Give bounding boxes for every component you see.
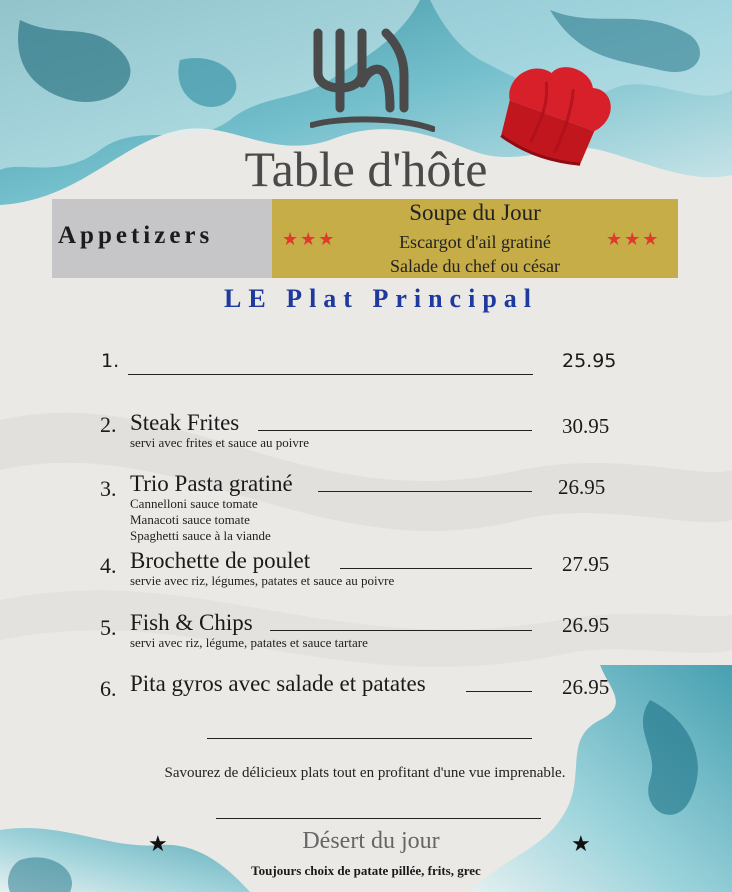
item-leader-line bbox=[128, 374, 533, 375]
dessert-title: Désert du jour bbox=[302, 828, 440, 854]
dessert-subtitle: Toujours choix de patate pillée, frits, grec bbox=[251, 863, 481, 878]
star-icon: ★ bbox=[571, 832, 591, 857]
item-description: Cannelloni sauce tomate bbox=[130, 496, 258, 511]
appetizer-item: Salade du chef ou césar bbox=[390, 256, 560, 276]
fork-knife-icon bbox=[310, 25, 435, 137]
item-leader-line bbox=[466, 691, 532, 692]
item-description: servie avec riz, légumes, patates et sauce au poivre bbox=[130, 573, 395, 588]
item-number: 5. bbox=[100, 615, 117, 640]
item-number: 4. bbox=[100, 553, 117, 578]
item-number: 6. bbox=[100, 676, 117, 701]
item-number: 3. bbox=[100, 476, 117, 501]
item-number: 2. bbox=[100, 412, 117, 437]
divider-line bbox=[216, 818, 541, 819]
item-name: Steak Frites bbox=[130, 410, 240, 435]
item-price: 30.95 bbox=[562, 414, 610, 438]
item-name: Trio Pasta gratiné bbox=[130, 471, 293, 496]
star-icon: ★ bbox=[148, 832, 168, 857]
page-title: Table d'hôte bbox=[244, 141, 488, 197]
stars-left: ★★★ bbox=[282, 229, 337, 250]
appetizer-item: Soupe du Jour bbox=[409, 200, 541, 225]
item-price: 26.95 bbox=[562, 675, 610, 699]
item-leader-line bbox=[340, 568, 532, 569]
appetizer-item: Escargot d'ail gratiné bbox=[399, 232, 551, 252]
item-description: servi avec riz, légume, patates et sauce tartare bbox=[130, 635, 368, 650]
item-number: 1. bbox=[101, 350, 120, 372]
item-leader-line bbox=[318, 491, 532, 492]
divider-line bbox=[207, 738, 532, 739]
item-leader-line bbox=[258, 430, 532, 431]
item-name: Pita gyros avec salade et patates bbox=[130, 671, 426, 696]
appetizer-label: Appetizers bbox=[58, 222, 214, 249]
item-leader-line bbox=[270, 630, 532, 631]
item-price: 25.95 bbox=[562, 350, 617, 372]
item-price: 26.95 bbox=[558, 475, 606, 499]
section-title: LE Plat Principal bbox=[224, 284, 538, 313]
item-description: servi avec frites et sauce au poivre bbox=[130, 435, 310, 450]
item-description: Spaghetti sauce à la viande bbox=[130, 528, 271, 543]
item-price: 27.95 bbox=[562, 552, 610, 576]
item-name: Brochette de poulet bbox=[130, 548, 311, 573]
item-name: Fish & Chips bbox=[130, 610, 253, 635]
item-price: 26.95 bbox=[562, 613, 610, 637]
tagline: Savourez de délicieux plats tout en profitant d'une vue imprenable. bbox=[164, 765, 566, 781]
item-description: Manacoti sauce tomate bbox=[130, 512, 250, 527]
stars-right: ★★★ bbox=[606, 229, 661, 250]
